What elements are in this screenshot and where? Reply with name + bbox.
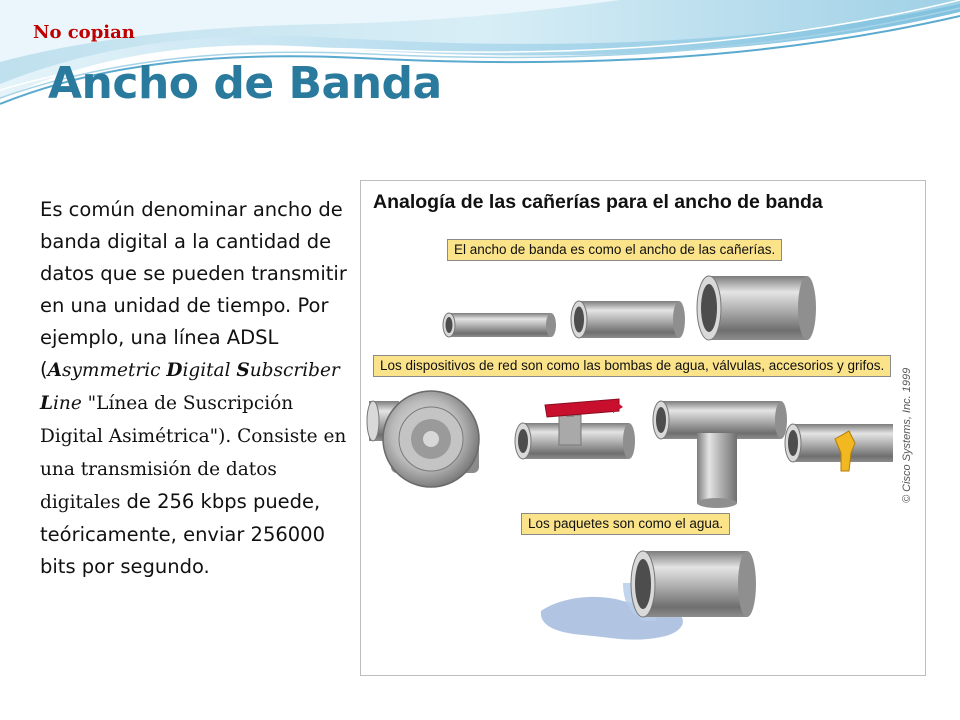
caption-packets-water: Los paquetes son como el agua.: [521, 513, 730, 535]
acronym-initial-a: A: [47, 360, 62, 381]
wide-pipe-icon: [697, 276, 816, 340]
acronym-initial-d: D: [166, 360, 183, 381]
faucet-icon: [785, 424, 893, 471]
acronym-rest-s: ubscriber: [249, 360, 340, 381]
medium-pipe-icon: [571, 301, 685, 338]
valve-icon: [515, 399, 635, 459]
acronym-rest-l: ine: [53, 393, 82, 414]
page-title: Ancho de Banda: [48, 58, 442, 109]
translation-text: "Línea de Suscripción Digital Asimétrica"). Consiste en una transmisión de datos digitales: [40, 393, 347, 513]
cisco-copyright: © Cisco Systems, Inc. 1999: [901, 367, 913, 503]
acronym-initial-s: S: [236, 360, 250, 381]
acronym-rest-d: igital: [182, 360, 237, 381]
caption-network-devices: Los dispositivos de red son como las bombas de agua, válvulas, accesorios y grifos.: [373, 355, 891, 377]
figure-title: Analogía de las cañerías para el ancho de banda: [373, 191, 823, 213]
intro-text: Es común denominar ancho de banda digital a la cantidad de datos que se pueden transmitir en una unidad de tiempo. Por ejemplo, una línea ADSL (: [40, 198, 347, 381]
acronym-rest-a: symmetric: [61, 360, 167, 381]
ending-text: de 256 kbps puede, teóricamente, enviar 256000 bits por segundo.: [40, 490, 325, 578]
caption-bandwidth-pipes: El ancho de banda es como el ancho de las cañerías.: [447, 239, 782, 261]
water-pump-icon: [367, 391, 479, 487]
acronym-initial-l: L: [40, 393, 54, 414]
pipe-analogy-figure: [360, 180, 926, 676]
narrow-pipe-icon: [443, 313, 556, 337]
pouring-pipe-icon: [631, 551, 756, 617]
tee-fitting-icon: [653, 401, 787, 508]
no-copian-label: No copian: [33, 22, 135, 43]
body-paragraph: [40, 194, 350, 583]
